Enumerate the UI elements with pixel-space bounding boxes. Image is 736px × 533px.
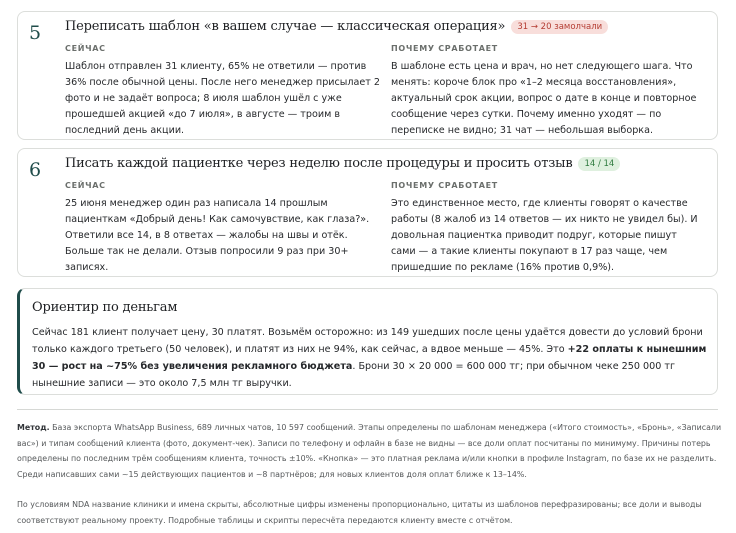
why-label: ПОЧЕМУ СРАБОТАЕТ	[391, 181, 498, 190]
method-label: Метод.	[17, 423, 50, 432]
section-divider	[17, 409, 718, 410]
nda-note: По условиям NDA название клиники и имена скрыты, абсолютные цифры изменены пропорционально, цитаты из шаблонов перефразированы; все доли и выводы соответствуют реальному проекту. Подробные таблицы и скрипты пересчёта передаются клиенту вместе с отчётом.	[17, 500, 702, 525]
money-title: Ориентир по деньгам	[32, 300, 178, 315]
why-label: ПОЧЕМУ СРАБОТАЕТ	[391, 44, 498, 53]
why-column	[391, 180, 701, 276]
recommendation-card-6	[17, 148, 718, 277]
now-label: СЕЙЧАС	[65, 181, 106, 190]
why-text: Это единственное место, где клиенты говорят о качестве работы (8 жалоб из 14 ответов — их никто не увидел бы). И довольная пациентка приводит подруг, которые пишут сами — а такие клиенты покупают в 17 раз чаще, чем пришедшие по рекламе (16% против 0,9%).	[391, 198, 698, 273]
now-text: Шаблон отправлен 31 клиенту, 65% не ответили — против 36% после обычной цены. После него менеджер присылает 2 фото и не задаёт вопроса; 8 июля шаблон ушёл с уже прошедшей акцией «до 7 июля», в августе — троим в последний день акции.	[65, 61, 381, 136]
why-column	[391, 43, 701, 139]
item-number: 6	[29, 159, 42, 181]
method-text: База экспорта WhatsApp Business, 689 личных чатов, 10 597 сообщений. Этапы определены по шаблонам менеджера («Итого стоимость», «Бронь», «Записали вас») и типам сообщений клиента (фото, документ-чек). Записи по телефону и офлайн в базе не видны — все доли оплат посчитаны по минимуму. Причины потерь определены по последним трём сообщениям клиента, точность ±10%. «Кнопка» — это платная реклама и/или кнопки в профиле Instagram, по базе их не разделить. Среди написавших сами ~15 действующих пациентов и ~8 партнёров; для новых клиентов доля оплат ближе к 13–14%.	[17, 423, 722, 479]
money-text-before: Сейчас 181 клиент получает цену, 30 платят. Возьмём осторожно: из 149 ушедших после цены удаётся довести до условий брони только каждого третьего (50 человек), и платят из них не 94%, как сейчас, а вдвое меньше — 45%. Это	[32, 327, 703, 355]
money-text-after: . Брони 30 × 20 000 = 600 000 тг; при обычном чеке 250 000 тг нынешние записи — это около 7,5 млн тг выручки.	[32, 361, 676, 389]
status-badge: 31 → 20 замолчали	[511, 20, 608, 34]
item-number: 5	[29, 22, 42, 44]
item-title	[65, 19, 608, 34]
recommendation-card-5	[17, 11, 718, 140]
now-column	[65, 180, 383, 276]
now-column	[65, 43, 383, 139]
why-text: В шаблоне есть цена и врач, но нет следующего шага. Что менять: короче блок про «1–2 месяца восстановления», актуальный срок акции, вопрос о дате в конце и повторное сообщение через сутки. Почему именно уходят — по переписке не видно; 31 чат — небольшая выборка.	[391, 61, 697, 136]
item-title-text: Писать каждой пациентке через неделю после процедуры и просить отзыв	[65, 156, 573, 171]
money-text-highlight: +22 оплаты к нынешним 30 — рост на ~75% без увеличения рекламного бюджета	[32, 344, 707, 372]
now-text: 25 июня менеджер один раз написала 14 прошлым пациенткам «Добрый день! Как самочувствие, как глаза?». Ответили все 14, в 8 ответах — жалобы на швы и отёк. Больше так не делали. Отзыв попросили 9 раз при 30+ записях.	[65, 198, 370, 273]
item-title-text: Переписать шаблон «в вашем случае — классическая операция»	[65, 19, 506, 34]
now-label: СЕЙЧАС	[65, 44, 106, 53]
item-title	[65, 156, 620, 171]
status-badge: 14 / 14	[578, 157, 620, 171]
money-text	[32, 324, 708, 392]
money-estimate-callout	[17, 288, 718, 395]
method-note	[17, 420, 723, 482]
